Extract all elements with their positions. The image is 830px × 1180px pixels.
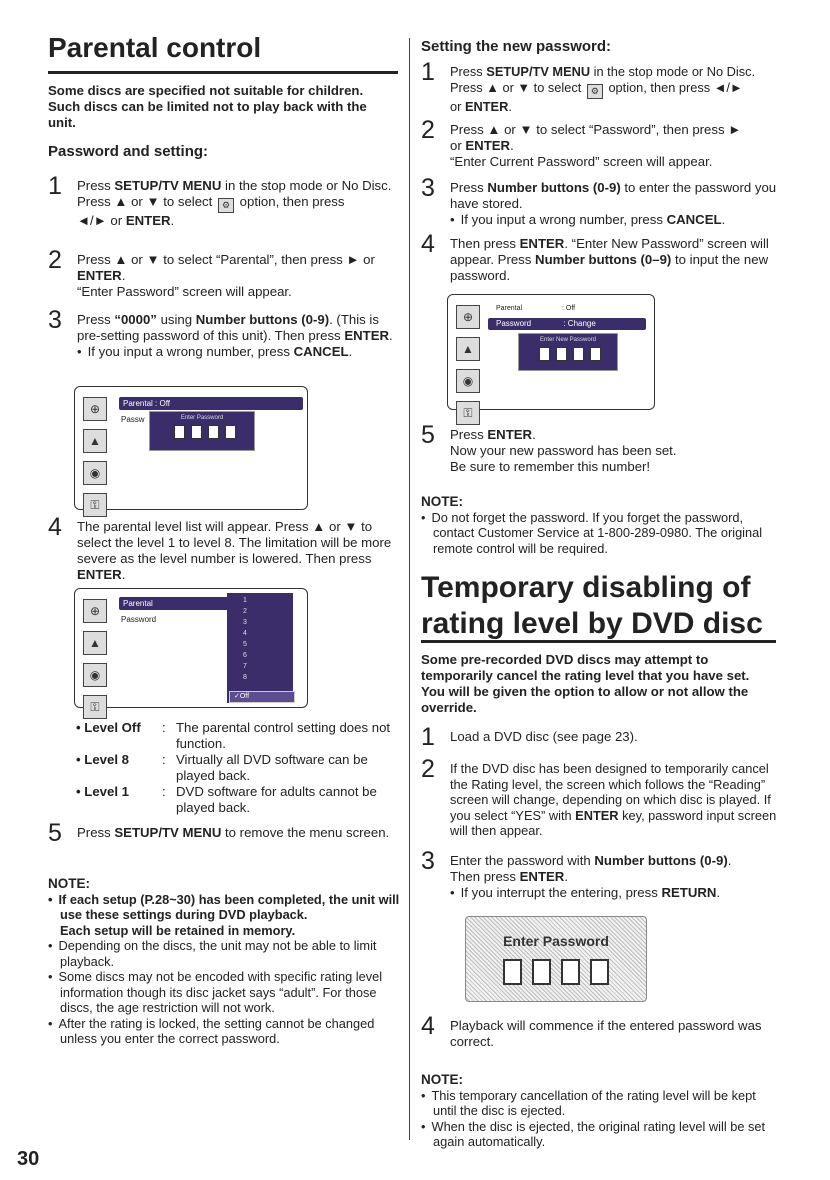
digit-box <box>225 425 236 439</box>
step-1 <box>48 172 398 229</box>
digit-box <box>208 425 219 439</box>
step-number: 5 <box>48 819 62 847</box>
digit-box <box>590 347 601 361</box>
text: option, then press <box>239 194 345 209</box>
text: . <box>389 328 393 343</box>
text: The parental level list will appear. Press ▲ or ▼ to select the level 1 to level 8. The limitation will be more severe as the level number is lowered. Then press <box>77 519 392 566</box>
note-title: NOTE: <box>48 876 90 891</box>
step-number: 4 <box>48 513 62 541</box>
step-number: 4 <box>421 230 435 258</box>
key-name: ENTER <box>487 427 533 442</box>
step-4 <box>421 1012 781 1050</box>
menu-bar: Parental <box>119 597 263 610</box>
page-title: Parental control <box>48 32 262 63</box>
level-off-item: ✓Off <box>229 691 295 703</box>
parental-icon: ⚿ <box>456 401 480 425</box>
step-3 <box>421 174 781 228</box>
text: Press <box>77 312 115 327</box>
text: If you input a wrong number, press <box>460 212 667 227</box>
level-item: 5 <box>243 641 247 648</box>
step-number: 2 <box>421 755 435 783</box>
text: Press ▲ or ▼ to select <box>450 79 582 95</box>
section-heading: Setting the new password: <box>421 38 612 55</box>
note-title: NOTE: <box>421 1072 463 1087</box>
text: . <box>121 268 126 283</box>
parental-setup-icon: ⚙ <box>218 198 234 213</box>
text: Load a DVD disc (see page 23). <box>450 729 638 744</box>
display-icon: ▲ <box>456 337 480 361</box>
note-item: Some discs may not be encoded with specific rating level information though its disc jacket says “adult”. For those discs, the age restriction will not work. <box>58 969 383 1015</box>
popup-title: Enter New Password <box>539 337 597 343</box>
text: Be sure to remember this number! <box>450 459 651 474</box>
key-name: SETUP/TV MENU <box>486 64 591 79</box>
text: . <box>716 885 721 900</box>
text: Press ▲ or ▼ to select <box>77 194 213 209</box>
level-desc: The parental control setting does not function. <box>176 720 391 751</box>
page-number: 30 <box>17 1148 40 1170</box>
password-boxes <box>539 347 617 361</box>
key-name: Number buttons (0–9) <box>535 252 672 267</box>
key-name: ENTER <box>344 328 390 343</box>
text: . <box>532 427 536 442</box>
text: If the DVD disc has been designed to temporarily cancel the Rating level, the screen which follows the “Reading” screen will change, depending on which disc is played. If you select “YES” with <box>450 761 771 823</box>
section-heading: Password and setting: <box>48 143 209 160</box>
text: If you interrupt the entering, press <box>460 885 662 900</box>
note-item: If each setup (P.28~30) has been completed, the unit will use these settings during DVD playback. <box>58 891 400 922</box>
text: “Enter Current Password” screen will appear. <box>450 154 713 169</box>
key-name: ENTER <box>77 268 122 283</box>
text: or <box>450 98 465 114</box>
step-number: 3 <box>421 174 435 202</box>
text: . <box>727 853 732 868</box>
note-item: Do not forget the password. If you forget the password, contact Customer Service at 1-800-289-0980. The original remote control will be required. <box>431 509 763 556</box>
parental-icon: ⚿ <box>83 695 107 719</box>
menu-icons <box>456 305 480 433</box>
text: . “Enter New Password” screen will appear. Press <box>450 236 769 267</box>
menu-row-value: : Off <box>562 305 576 312</box>
step-1 <box>421 58 781 114</box>
password-boxes <box>466 959 646 985</box>
text: . <box>721 212 726 227</box>
digit-box <box>503 959 522 985</box>
digit-box <box>191 425 202 439</box>
osd-enter-password-panel <box>465 916 647 1002</box>
key-name: ENTER <box>519 869 565 884</box>
key-name: Number buttons (0-9) <box>195 312 330 327</box>
step-4 <box>421 230 781 284</box>
key-name: RETURN <box>661 885 717 900</box>
level-name: • Level 8 <box>76 752 130 767</box>
text: Press <box>77 825 115 840</box>
key-name: CANCEL <box>293 344 349 359</box>
parental-icon: ⚿ <box>83 493 107 517</box>
title-rule <box>421 640 776 643</box>
title-rule <box>48 71 398 74</box>
step-4 <box>48 513 398 583</box>
key-name: ENTER <box>575 807 619 823</box>
display-icon: ▲ <box>83 631 107 655</box>
note-title: NOTE: <box>421 494 463 509</box>
key-name: Number buttons (0-9) <box>594 853 728 868</box>
step-2 <box>421 116 781 170</box>
level-item: 4 <box>243 630 247 637</box>
menu-icons <box>83 599 107 727</box>
text: to input the new password. <box>450 252 769 283</box>
step-3 <box>421 847 781 901</box>
level-item: 1 <box>243 597 247 604</box>
key-name: ENTER <box>77 567 122 582</box>
menu-row <box>496 305 575 312</box>
text: . <box>508 98 512 114</box>
text: . <box>510 138 514 153</box>
osd-screen-new-password <box>447 294 655 420</box>
text: . (This is pre-setting password of this unit). Then press <box>77 312 379 343</box>
step-3 <box>48 306 398 360</box>
text: to remove the menu screen. <box>221 825 390 840</box>
digit-box <box>590 959 609 985</box>
key-name: SETUP/TV MENU <box>114 825 222 840</box>
text: If you input a wrong number, press <box>87 344 294 359</box>
note-item: When the disc is ejected, the original rating level will be set again automatically. <box>431 1118 766 1149</box>
audio-icon: ◉ <box>83 461 107 485</box>
menu-bar-value: : Change <box>563 319 596 328</box>
level-list <box>227 593 293 703</box>
key-name: “0000” <box>114 312 157 327</box>
key-name: SETUP/TV MENU <box>114 178 222 193</box>
text: . <box>170 212 175 228</box>
key-name: ENTER <box>519 236 565 251</box>
step-5 <box>421 421 781 475</box>
note-block <box>421 1072 776 1150</box>
text: “Enter Password” screen will appear. <box>77 284 292 299</box>
text: or <box>450 138 466 153</box>
step-number: 1 <box>421 723 435 751</box>
step-number: 3 <box>421 847 435 875</box>
digit-box <box>561 959 580 985</box>
section-title: Temporary disabling of rating level by DVD disc <box>421 571 763 640</box>
step-5 <box>48 819 398 847</box>
text: option, then press ◄/► <box>608 79 743 95</box>
audio-icon: ◉ <box>83 663 107 687</box>
level-separator: : <box>162 752 166 767</box>
column-divider <box>409 38 410 1140</box>
level-item: 2 <box>243 608 247 615</box>
key-name: ENTER <box>125 212 171 228</box>
language-icon: ⊕ <box>456 305 480 329</box>
parental-setup-icon: ⚙ <box>587 84 603 99</box>
text: Then press <box>450 236 520 251</box>
note-item: This temporary cancellation of the rating level will be kept until the disc is ejected. <box>431 1087 756 1118</box>
note-item: Each setup will be retained in memory. <box>60 922 296 938</box>
level-separator: : <box>162 720 166 735</box>
text: Playback will commence if the entered password was correct. <box>450 1018 762 1049</box>
text: . <box>121 567 126 582</box>
osd-screen-enter-password <box>74 386 308 510</box>
step-number: 1 <box>421 58 435 86</box>
panel-title: Enter Password <box>503 933 609 949</box>
note-block <box>421 494 776 556</box>
menu-row-label: Parental <box>496 305 523 312</box>
menu-bar <box>488 318 646 330</box>
text: . <box>348 344 353 359</box>
digit-box <box>174 425 185 439</box>
text: Press <box>450 64 487 79</box>
menu-icons <box>83 397 107 525</box>
step-number: 1 <box>48 172 62 200</box>
key-name: ENTER <box>464 98 509 114</box>
password-popup <box>149 411 255 451</box>
text: to enter the password you have stored. <box>450 180 777 211</box>
text: ◄/► or <box>77 212 126 228</box>
menu-bar-label: Password <box>496 319 532 328</box>
password-boxes <box>174 425 254 439</box>
level-name: • Level 1 <box>76 784 130 799</box>
key-name: ENTER <box>465 138 511 153</box>
step-number: 2 <box>48 246 62 274</box>
text: Then press <box>450 869 520 884</box>
digit-box <box>539 347 550 361</box>
level-item: 6 <box>243 652 247 659</box>
text: in the stop mode or No Disc. <box>590 64 756 79</box>
step-2 <box>421 755 781 839</box>
menu-bar: Parental : Off <box>119 397 303 410</box>
level-desc: DVD software for adults cannot be played back. <box>176 784 377 815</box>
audio-icon: ◉ <box>456 369 480 393</box>
step-number: 5 <box>421 421 435 449</box>
text: Press ▲ or ▼ to select “Password”, then press ► <box>450 122 742 137</box>
text: Press <box>450 427 488 442</box>
menu-label: Password <box>121 615 157 624</box>
osd-screen-level-list <box>74 588 308 714</box>
level-item: 3 <box>243 619 247 626</box>
menu-label: Passw <box>121 415 145 424</box>
intro-text: Some pre-recorded DVD discs may attempt to temporarily cancel the rating level that you have set. You will be given the option to allow or not allow the override. <box>421 652 750 715</box>
intro-text: Some discs are specified not suitable for children. Such discs can be limited not to play back with the unit. <box>48 83 367 130</box>
text: Press <box>77 178 115 193</box>
step-1 <box>421 723 781 751</box>
text: in the stop mode or No Disc. <box>221 178 392 193</box>
note-item: After the rating is locked, the setting cannot be changed unless you enter the correct password. <box>58 1015 375 1046</box>
level-item: 8 <box>243 674 247 681</box>
text: using <box>156 312 196 327</box>
text: key, password input screen will then appear. <box>450 807 777 838</box>
digit-box <box>556 347 567 361</box>
level-name: • Level Off <box>76 720 141 735</box>
text: . <box>564 869 569 884</box>
language-icon: ⊕ <box>83 599 107 623</box>
note-item: Depending on the discs, the unit may not be able to limit playback. <box>58 938 377 969</box>
step-number: 2 <box>421 116 435 144</box>
digit-box <box>532 959 551 985</box>
key-name: CANCEL <box>666 212 722 227</box>
level-separator: : <box>162 784 166 799</box>
text: Now your new password has been set. <box>450 443 677 458</box>
level-items <box>227 593 293 683</box>
new-password-popup <box>518 333 618 371</box>
level-desc: Virtually all DVD software can be played back. <box>176 752 368 783</box>
text: Press <box>450 180 488 195</box>
language-icon: ⊕ <box>83 397 107 421</box>
display-icon: ▲ <box>83 429 107 453</box>
note-block <box>48 876 400 1047</box>
step-number: 4 <box>421 1012 435 1040</box>
popup-title: Enter Password <box>180 415 224 421</box>
text: Press ▲ or ▼ to select “Parental”, then press ► or <box>77 252 375 267</box>
step-2 <box>48 246 398 300</box>
digit-box <box>573 347 584 361</box>
text: Enter the password with <box>450 853 595 868</box>
level-item: 7 <box>243 663 247 670</box>
key-name: Number buttons (0-9) <box>487 180 621 195</box>
step-number: 3 <box>48 306 62 334</box>
